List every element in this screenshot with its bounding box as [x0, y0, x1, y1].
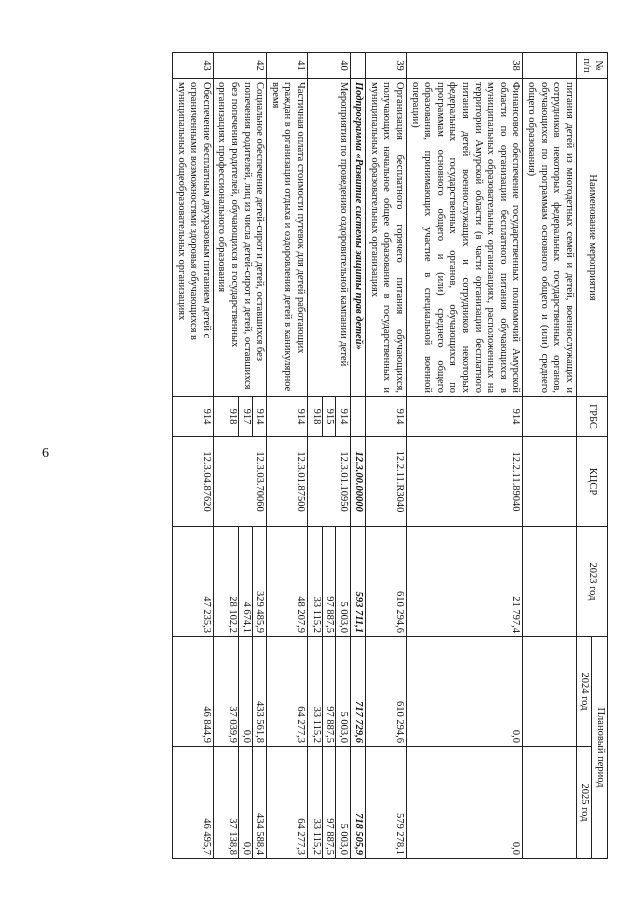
- row-2023: 5 003,0 97 887,5 33 115,2: [307, 527, 350, 637]
- row-grbs: 914: [173, 397, 214, 437]
- row-grbs: 914 917 918: [213, 397, 266, 437]
- row-2023: 21 797,4: [407, 527, 523, 637]
- table-row: [307, 53, 350, 859]
- header-2025: 2025 год: [576, 747, 592, 859]
- row-num: 39: [366, 53, 407, 79]
- header-2024: 2024 год: [576, 637, 592, 747]
- row-name: Социальное обеспечение детей-сирот и детей, оставшихся без попечения родителей, лиц из числа детей-сирот и детей, оставшихся без попечения родителей, обучающихся в государственных организациях профессионального образования: [213, 79, 266, 397]
- table-row: [213, 53, 266, 859]
- row-2025: 5 003,0 97 887,5 33 115,2: [307, 747, 350, 859]
- row-num: 38: [407, 53, 523, 79]
- table-row: [267, 53, 308, 859]
- row-name: Финансовое обеспечение государственных полномочий Амурской области по организации бесплатного питания обучающихся в муниципальных образовательных организациях, расположенных на территории Амурской области (в части организации бесплатного питания детей военнослужащих и сотрудников некоторых федеральных государственных органов, обучающихся по программам основного общего и (или) среднего общего образования, принимающих участие в специальной военной операции): [407, 79, 523, 397]
- row-kcsr: 12.3.03.70060: [213, 437, 266, 527]
- header-2023: 2023 год: [576, 527, 607, 637]
- row-grbs: 914: [407, 397, 523, 437]
- row-name: Мероприятия по проведению оздоровительной кампании детей: [307, 79, 350, 397]
- subprogram-kcsr: 12.3.00.00000: [350, 437, 366, 527]
- page-number: 6: [42, 446, 49, 461]
- row-2025: 64 277,3: [267, 747, 308, 859]
- row-2024: 433 561,8 0,0 37 039,9: [213, 637, 266, 747]
- row-kcsr: 12.2.11.R3040: [366, 437, 407, 527]
- subprogram-2025: 718 505,9: [350, 747, 366, 859]
- row-name: Частичная оплата стоимости путевок для детей работающих граждан в организации отдыха и оздоровления детей в каникулярное время: [267, 79, 308, 397]
- row-2024: 0,0: [407, 637, 523, 747]
- row-num: 41: [267, 53, 308, 79]
- header-num: № п/п: [576, 53, 607, 79]
- row-grbs: 914 915 918: [307, 397, 350, 437]
- row-2024: 610 294,6: [366, 637, 407, 747]
- row-num: 43: [173, 53, 214, 79]
- row-grbs: 914: [267, 397, 308, 437]
- row-kcsr: 12.3.04.87620: [173, 437, 214, 527]
- header-kcsr: КЦСР: [576, 437, 607, 527]
- header-grbs: ГРБС: [576, 397, 607, 437]
- row-kcsr: 12.3.01.87500: [267, 437, 308, 527]
- table-row: [407, 53, 523, 859]
- rotated-table-wrapper: [76, 52, 608, 858]
- row-num: 40: [307, 53, 350, 79]
- table-row: [366, 53, 407, 859]
- row-2023: 48 207,9: [267, 527, 308, 637]
- subprogram-title: Подпрограмма «Развитие системы защиты прав детей»: [350, 79, 366, 397]
- row-2023: 329 485,9 4 674,1 28 102,2: [213, 527, 266, 637]
- row-2025: 434 588,4 0,0 37 138,8: [213, 747, 266, 859]
- table-row: [173, 53, 214, 859]
- subprogram-2024: 717 729,6: [350, 637, 366, 747]
- row-2024: 46 844,9: [173, 637, 214, 747]
- row-kcsr: 12.3.01.10950: [307, 437, 350, 527]
- row-2023: 47 235,3: [173, 527, 214, 637]
- row-name: Организация бесплатного горячего питания обучающихся, получающих начальное общее образование в государственных и муниципальных образовательных организациях: [366, 79, 407, 397]
- budget-table: [172, 52, 608, 859]
- row-kcsr: 12.2.11.89040: [407, 437, 523, 527]
- row-grbs: 914: [366, 397, 407, 437]
- row-name: Обеспечение бесплатным двухразовым питанием детей с ограниченными возможностями здоровья обучающихся в муниципальных общеобразовательных организациях: [173, 79, 214, 397]
- subprogram-row: [350, 53, 366, 859]
- row-name: питания детей из многодетных семей и детей, военнослужащих и сотрудников некоторых федеральных государственных органов, обучающихся по программам основного общего и (или) среднего общего образования): [523, 79, 576, 397]
- subprogram-2023: 593 711,1: [350, 527, 366, 637]
- row-2025: 0,0: [407, 747, 523, 859]
- row-2025: 579 278,1: [366, 747, 407, 859]
- row-num: 42: [213, 53, 266, 79]
- row-2024: 5 003,0 97 887,5 33 115,2: [307, 637, 350, 747]
- row-2023: 610 294,6: [366, 527, 407, 637]
- header-planned-period: Плановый период: [592, 637, 608, 859]
- row-2025: 46 495,7: [173, 747, 214, 859]
- header-name: Наименование мероприятия: [576, 79, 607, 397]
- row-2024: 64 277,3: [267, 637, 308, 747]
- table-row: [523, 53, 576, 859]
